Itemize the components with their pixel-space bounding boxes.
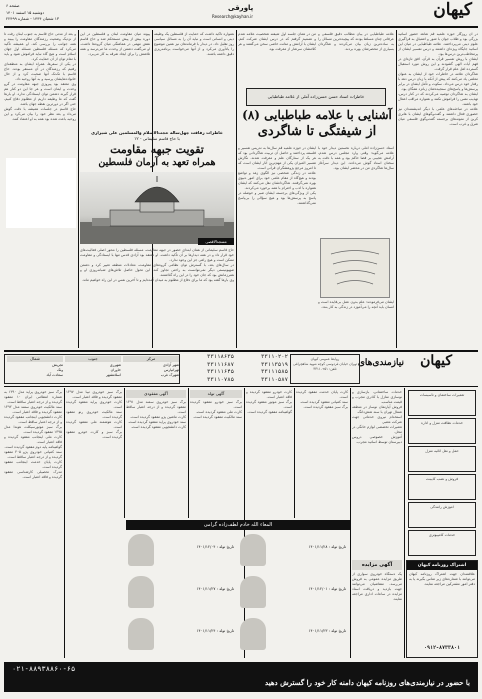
main-headline-2: از شیفتگی تا شاگردی <box>257 124 377 139</box>
article-column-center-5: ایشان می‌فرمودند: علم بدون عمل بی‌فایده است و انسان باید آنچه را می‌آموزد در زندگی به کار بندد. <box>318 300 394 309</box>
phone-1: ۳۳۱۱۰۲۰۲ <box>261 354 288 360</box>
south-area-2: خاوران <box>110 368 121 372</box>
article-column-right-1: در آن روزگار حوزه علمیه قم شاهد حضور اساتید بزرگی بود و طلاب جوان با شور و اشتیاق به فراگیری علوم دینی می‌پرداختند. علامه طباطبایی در میان این اساتید جایگاه ویژه‌ای داشتند و درس تفسیر ایشان از پرمخاطب‌ترین درس‌ها بود. ایشان با روش تفسیر قرآن به قرآن، افق تازه‌ای در فهم آیات الهی گشودند و این روش مورد استقبال گسترده اهل علم قرار گرفت. شاگردان علامه در خاطرات خود از ایشان به عنوان معلمی یاد می‌کنند که پیش از آنکه با زبان درس دهد با رفتار خود درس می‌داد. سکوت و تأمل ایشان در برابر پرسش‌ها و پاسخ‌های سنجیده‌شان زبانزد همگان بود. ایشان به شاگردان توصیه می‌کردند که در کنار درس، تهذیب نفس را فراموش نکنند و همواره مراقب اعمال خود باشند. علامه در مباحثه‌های علمی با دیگر اندیشمندان نیز حضوری فعال داشتند و گفت‌وگوهای ایشان با هانری کربن از نمونه‌های برجسته گفت‌وگوی فلسفی میان شرق و غرب است. <box>398 32 478 126</box>
ad-boxes: تعمیرات ساختمان و تأسیسات خدمات نظافت منزل و اداره حمل و نقل اثاثیه منزل فروش و نصب کابینت آموزش رانندگی خدمات کامپیوتری <box>406 390 478 556</box>
baby-photo <box>128 618 154 650</box>
article-column-left-2: پیوند میان مقاومت لبنان و فلسطین در این دوره بیش از پیش مستحکم شد و حاج قاسم نقش مهمی در هماهنگی میان گروه‌ها داشت. او می‌گفت دشمن از وحدت ما می‌ترسد و همه تلاشش را برای ایجاد تفرقه به کار می‌برد. <box>80 32 150 56</box>
classified-ads-col-4: برگ سبز خودرو مفقود گردیده است. کارت ملی مفقود گردیده است. سند مالکیت مفقود گردیده است. <box>190 400 242 419</box>
article-column-left-1: و بعد از مدتی حاج قاسم به جنوب لبنان رفت تا از نزدیک وضعیت رزمندگان مقاومت را ببیند و همه جوانب را بررسی کند. او همیشه تأکید می‌کرد که مسئله فلسطین مسئله اول جهان اسلام است و هیچ گاه نباید فراموش شود و باید با تمام توان از آن حمایت کرد. در یکی از سفرها، همراه ایشان به منطقه‌ای رفتیم که رزمندگان در آن مستقر بودند. حاج قاسم با تک‌تک آنها صحبت کرد و از حال خانواده‌هایشان پرسید و به آنها روحیه داد. وی معتقد بود پیروزی جبهه مقاومت در گرو وحدت و ایمان است و هر جا این دو کنار هم قرار گیرند دشمن توان ایستادگی ندارد. او بارها گفت که ما وظیفه داریم از مظلوم دفاع کنیم، حتی اگر در دورترین نقطه جهان باشد. حاج قاسم در جلسات همیشه با دقت گوش می‌داد و بعد نظر خود را بیان می‌کرد و این روحیه باعث شده بود همه به او اعتماد کنند. <box>4 32 76 121</box>
birth-row: تاریخ تولد : ۱۴۰۱/۱۱/۲۸ <box>308 544 346 549</box>
phone-6: ۳۳۱۱۱۶۸۷ <box>207 361 234 368</box>
baby-photo <box>240 534 266 566</box>
classifieds-contact-box: روابط عمومی کیهان تهران خیابان فردوسی کوچه شهید شاهچراغی تلفن: ۳۳۱۱۰۲۵۱ <box>290 354 360 384</box>
baby-photo <box>240 618 266 650</box>
tab-north: شمال <box>7 356 63 362</box>
center-area-3: شهرک غرب <box>160 373 179 377</box>
bottom-banner-text: با حضور در نیازمندی‌های روزنامه کیهان دامنه کار خود را گسترش دهید <box>265 678 470 687</box>
left-headline-1: تقویت جبهه مقاومت <box>110 143 204 156</box>
north-area-2: ونک <box>57 368 63 372</box>
article-column-center-2: علامه طباطبایی در بیان مطالب دقیق فلسفی و عرفانی چنان مسلط بودند که پیچیده‌ترین مسائل را به ساده‌ترین زبان بیان می‌کردند و شاگردان بسیاری از محضرشان بهره بردند. <box>318 32 394 51</box>
birth-row: تاریخ تولد : ۱۴۰۱/۱۲/۰۴ <box>196 544 234 549</box>
birth-grid <box>126 532 348 658</box>
website[interactable]: Research@kayhan.ir <box>212 14 253 19</box>
baby-photo <box>128 576 154 608</box>
intro-box <box>246 88 386 106</box>
classified-ads-col-3: برگ سبز خودروی سمند مدل ۱۳۹۱ مفقود گردیده و از درجه اعتبار ساقط است. کارت ماشین پژو مفقود گردیده است. سند خودروی پراید مفقود گردیده است. کارت دانشجویی مفقود گردیده است. <box>126 400 186 429</box>
birth-row: تاریخ تولد : ۱۴۰۱/۱۱/۲۳ <box>308 628 346 633</box>
masthead-logo: کیهان <box>433 0 472 20</box>
baby-photo <box>240 576 266 608</box>
subscription-box: اشتراک روزنامه کیهان علاقمندان جهت اشتراک روزنامه کیهان می‌توانند با شماره‌های زیر تماس بگیرند یا به دفتر امور مشترکین مراجعه نمایند. ۰۹۱۲-۸۷۳۳۸۰۱ <box>406 560 478 658</box>
left-kicker: خاطرات رفاقت چهل‌ساله حجت‌الاسلام والمسلمین علی شیرازی <box>91 130 223 135</box>
phone-2: ۳۳۱۱۳۵۱۹ <box>261 361 288 368</box>
auction-text: یک دستگاه خودروی سواری از طریق مزایده عمومی به فروش می‌رسد. متقاضیان می‌توانند جهت بازدید و دریافت اسناد مزایده در ساعات اداری مراجعه نمایند. <box>352 572 402 601</box>
phone-4: ۳۳۱۱۰۵۸۷ <box>261 376 288 383</box>
north-area-3: سعادت آباد <box>46 373 63 377</box>
main-headline-1: آشنایی با علامه طباطبایی (۸) <box>242 108 392 122</box>
phone-list-1 <box>238 354 288 384</box>
birth-row: تاریخ تولد : ۱۴۰۱/۱۱/۲۷ <box>196 586 234 591</box>
phone-list-2 <box>184 354 234 384</box>
phone-3: ۳۳۱۱۱۵۸۵ <box>261 369 288 376</box>
phone-7: ۳۳۱۱۱۶۴۵ <box>207 369 234 376</box>
article-column-center-4: استاد حسن‌زاده آملی درباره نخستین دیدار خود با علامه می‌گوید: وقتی وارد مجلس درس شدم، آرامش عجیبی بر فضا حاکم بود و همه با دقت به سخنان استاد گوش می‌دادند. این دیدار سرآغاز سال‌ها شاگردی من در محضر ایشان بود. <box>318 146 394 170</box>
birth-row: تاریخ تولد : ۱۴۰۱/۱۱/۲۴ <box>196 628 234 633</box>
manuscript-image <box>320 238 390 298</box>
article-column-center-3: ایشان در حوزه علمیه قم سال‌ها به تدریس تفسیر و فلسفه پرداختند و حاصل آن تربیت شاگردانی بود که هر یک از ستارگان علم و معرفت شدند. نگارش تفسیر المیزان یکی از مهم‌ترین آثار ایشان است که تا امروز مرجع پژوهشگران قرآنی است. علامه در زندگی شخصی نیز الگوی زهد و تواضع بودند و هیچ‌گاه از مقام علمی خود برای امور دنیوی بهره نمی‌گرفتند. شاگردانشان نقل می‌کنند که ایشان همواره با ادب و احترام با همه برخورد می‌کردند. یکی از ویژگی‌های برجسته ایشان صبر و حوصله در پاسخ به پرسش‌ها بود و هیچ سؤالی را بی‌پاسخ نمی‌گذاشتند. <box>238 146 316 205</box>
lost-docs-header: آگهی مفقودی <box>126 390 186 398</box>
date-line-1: دوشنبه ۱۵ اسفند ۱۴۰۱ <box>6 10 45 15</box>
classified-ads-col-7: خدمات ساختمانی، بازسازی و نوسازی منازل با کادری مجرب و قیمت مناسب. فروش آپارتمان نوساز در منطقه شمال تهران با سند شش‌دانگ. استخدام نیروی خدماتی جهت شرکت معتبر. تعمیرات تخصصی لوازم خانگی در محل. آموزش خصوصی دروس دبیرستان توسط اساتید مجرب. <box>352 390 402 444</box>
date-line-2: ۱۳ شعبان ۱۴۴۴ - شماره ۲۲۴۹۹ <box>6 16 59 21</box>
subscription-title: اشتراک روزنامه کیهان <box>407 561 477 570</box>
south-area-1: شهرری <box>109 363 121 367</box>
tab-center: مرکز <box>123 356 179 362</box>
phone-5: ۳۳۱۱۸۶۳۵ <box>207 354 234 360</box>
left-kicker-2: با حاج قاسم سلیمانی - ۱۲ <box>134 136 180 141</box>
bottom-phone: ۰۲۱-۸۸۹۳۸۸۶۰-۶۵ <box>12 665 76 673</box>
mid-rule <box>4 350 478 352</box>
bottom-banner <box>4 662 478 692</box>
center-area-1: شهر آزادی <box>163 363 179 367</box>
south-area-3: اسلامشهر <box>106 373 121 377</box>
page-number: صفحه ۶ <box>6 3 20 8</box>
classified-ads-col-5: کارت خودرو مفقود گردیده و فاقد اعتبار است. برگ سبز موتور مفقود گردیده است. گواهینامه مفقود گردیده است. <box>246 390 292 414</box>
left-headline-2: همراه تعهد به آرمان فلسطین <box>98 157 216 168</box>
classifieds-brand-2: کیهان <box>420 353 452 369</box>
center-area-2: تهرانپارس <box>164 368 179 372</box>
intro-text: خاطرات استاد حسن حسن‌زاده آملی از علامه طباطبایی <box>267 94 365 99</box>
side-phone: ۰۹۱۲-۸۷۳۳۸۰۱ <box>423 645 461 651</box>
north-area-1: تجریش <box>52 363 63 367</box>
birth-row: تاریخ تولد : ۱۴۰۱/۱۲/۰۱ <box>308 586 346 591</box>
phone-8: ۳۳۱۱۰۷۸۵ <box>207 376 234 383</box>
tab-south: جنوب <box>65 356 121 362</box>
classified-ads-col-6: کارت پایان خدمت مفقود گردیده است. سند کمپانی مفقود گردیده است. برگ سبز مفقود گردیده است. <box>296 390 348 409</box>
birth-banner-text: المعاء الله خادم لطف‌زاده گرامی <box>203 522 273 528</box>
al-aqsa-photo <box>80 172 234 244</box>
photo-caption-text: مسجدالاقصی <box>205 239 227 244</box>
article-column-left-4: حاج قاسم سلیمانی از همان ابتدای حضور در جبهه مقاومت، مسئله فلسطین را محور اصلی فعالیت‌های خود قرار داد و در همه دیدارها بر آن تأکید داشت. او معتقد بود آزادی قدس تنها با ایستادگی و مقاومت ممکن است و هیچ راهی جز این وجود ندارد. در سال‌های بعد، با گسترش توان نظامی گروه‌های مقاومت، معادلات منطقه تغییر کرد و دشمن صهیونیستی دیگر نمی‌توانست به راحتی تجاوز کند. این تحول حاصل تلاش‌های شبانه‌روزی او و همرزمانش بود که جان خود را در این راه گذاشتند. وی بارها گفته بود که ما برای دفاع از مظلوم به میدان آمده‌ایم و تا آخرین نفس در این راه خواهیم ماند. <box>80 248 234 282</box>
header-rule <box>4 26 478 28</box>
photo-caption <box>198 238 234 245</box>
classified-ads-col-1: برگ سبز خودروی پراید مدل ۱۳۹۰ به شماره انتظامی ایران ۱۰ مفقود گردیده و از درجه اعتبار ساقط است. سند مالکیت خودروی سمند مدل ۱۳۹۲ مفقود گردیده و فاقد اعتبار است. کارت دانشجویی اینجانب مفقود گردیده و از درجه اعتبار ساقط است. برگ سبز موتورسیکلت هوندا مدل ۱۳۹۵ مفقود گردیده است. کارت ملی اینجانب مفقود گردیده و فاقد اعتبار است. گواهینامه پایه دوم مفقود گردیده است. سند کمپانی خودروی پژو ۴۰۵ مفقود گردیده و از درجه اعتبار ساقط است. کارت پایان خدمت اینجانب مفقود گردیده است. مدرک تحصیلی کارشناسی مفقود گردیده و فاقد اعتبار است. <box>4 390 62 479</box>
classifieds-brand-1: نیازمندی‌های <box>357 358 404 368</box>
al-aqsa-photo <box>6 158 76 228</box>
section-title: پاورقی <box>228 4 254 12</box>
area-table <box>4 354 180 384</box>
article-column-center-1: من در همان جلسه اول شیفته شخصیت علامه شدم و تصمیم گرفتم که در درس ایشان شرکت کنم. ایشان با آرامش و متانت خاصی سخن می‌گفتند و هر کلامشان سرشار از معرفت بود. <box>238 32 316 51</box>
classified-ads-col-2: برگ سبز خودروی تیبا مدل ۱۳۹۷ مفقود گردیده و فاقد اعتبار است. کارت خودروی پراید مفقود گردیده است. سند مالکیت خودروی رنو مفقود گردیده است. کارت هوشمند ملی مفقود گردیده است. برگ سبز و کارت خودرو مفقود گردیده است. <box>66 390 122 439</box>
auction-title: آگهی مزایده <box>352 560 402 570</box>
baby-photo <box>128 534 154 566</box>
births-header: آگهی تولد <box>190 390 242 398</box>
article-column-left-3: همواره تأکید داشت که حمایت از فلسطین یک وظیفه دینی و انسانی است و نباید آن را به مسائل سیاسی روز تقلیل داد. در دیدار با فرماندهان نیز همین موضوع را یادآوری می‌کرد و از آنها می‌خواست برنامه‌ریزی دقیق داشته باشند. <box>154 32 234 56</box>
birth-banner <box>126 520 350 530</box>
